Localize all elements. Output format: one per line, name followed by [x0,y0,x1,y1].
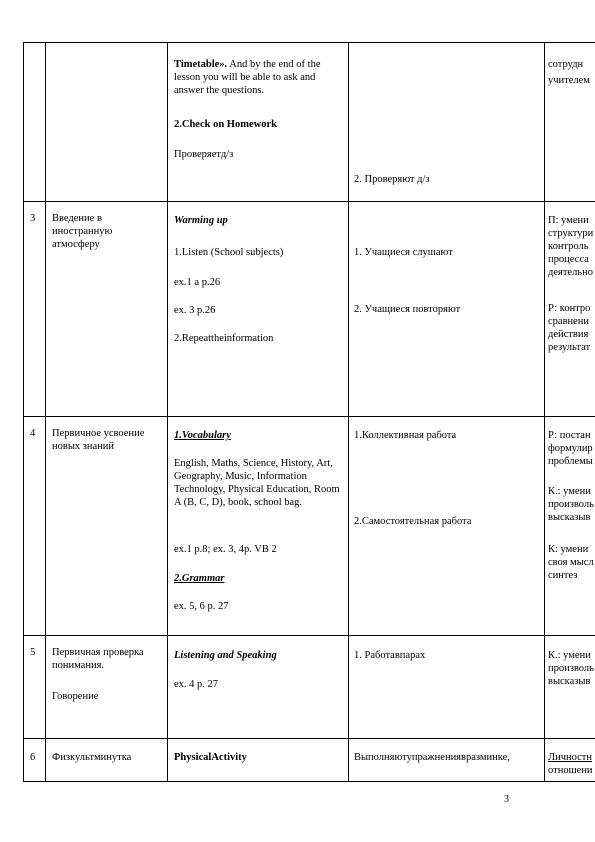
cell-student-activity [349,636,545,739]
grammar-label: 2.Grammar [174,573,225,584]
cell-competences [545,202,595,417]
cell-number: 4 [24,417,46,636]
student-activity-text: 1. Работавпарах [354,650,426,661]
table-row [24,636,595,739]
teacher-line: ex.1 a p.26 [174,277,221,288]
table-row [24,417,595,636]
competence-line: Р: постан [548,430,591,441]
cell-competences [545,739,595,782]
student-activity-text: 2. Учащиеся повторяют [354,304,461,315]
cell-teacher-activity [168,43,349,202]
vocabulary-list: English, Maths, Science, History, Art, Geography, Music, Information Technology, Physical Education, Room A (B, C, D), book, school bag. [174,458,340,508]
competence-line: результат [548,342,591,353]
physical-activity-label: PhysicalActivity [174,752,247,763]
cell-number: 3 [24,202,46,417]
competence-line: сравнени [548,316,590,327]
check-homework-text: Проверяетд/з [174,149,234,160]
cell-number [24,43,46,202]
cell-stage [46,739,168,782]
cell-competences [545,43,595,202]
competence-line: П: умени [548,215,589,226]
lesson-plan-table [23,42,595,782]
cell-stage [46,202,168,417]
student-activity-text: 2.Самостоятельная работа [354,516,472,527]
teacher-line: 1.Listen (School subjects) [174,247,284,258]
cell-number: 5 [24,636,46,739]
teacher-line: ex.1 p.8; ex. 3, 4p. VB 2 [174,544,277,555]
competence-line: деятельно [548,267,593,278]
cell-teacher-activity [168,636,349,739]
stage-text: Говорение [52,691,99,702]
intro-text: And by the end of the lesson you will be able to ask and answer the questions. [174,59,321,96]
competence-line: Личностн [548,752,593,763]
cell-stage [46,636,168,739]
competence-line: Р: контро [548,303,591,314]
competence-line: контроль [548,241,589,252]
student-activity-text: 1. Учащиеся слушают [354,247,453,258]
competence-line: проблемы [548,456,593,467]
cell-student-activity [349,417,545,636]
competence-line: формулир [548,443,593,454]
competence-line: процесса [548,254,589,265]
stage-text: Введение в иностранную атмосферу [52,213,113,250]
competence-line: К: умени [548,544,589,555]
stage-text: Первичное усвоение новых знаний [52,428,145,452]
table-row [24,43,595,202]
competence-line: сотрудн [548,59,584,70]
competence-line: произволь [548,499,594,510]
stage-text: Первичная проверка понимания. [52,647,144,671]
competence-line: своя мысл [548,557,594,568]
cell-competences [545,636,595,739]
cell-student-activity [349,43,545,202]
student-activity-text: 2. Проверяют д/з [354,174,430,185]
teacher-line: ex. 5, 6 p. 27 [174,601,229,612]
competence-line: структури [548,228,594,239]
listening-speaking-label: Listening and Speaking [174,650,277,661]
stage-text: Физкультминутка [52,752,132,763]
competence-line: произволь [548,663,594,674]
timetable-bold: Timetable». [174,59,228,70]
cell-competences [545,417,595,636]
cell-number: 6 [24,739,46,782]
teacher-line: 2.Repeattheinformation [174,333,274,344]
competence-line: высказыв [548,676,591,687]
competence-line: К.: умени [548,486,591,497]
cell-student-activity [349,739,545,782]
warming-up-label: Warming up [174,215,228,226]
cell-stage [46,43,168,202]
competence-line: К.: умени [548,650,591,661]
vocabulary-label: 1.Vocabulary [174,430,231,441]
table-row [24,739,595,782]
cell-student-activity [349,202,545,417]
student-activity-text: Выполняютупражнениявразминке, [354,752,510,763]
competence-line: синтез [548,570,578,581]
cell-teacher-activity [168,417,349,636]
competence-line: действия [548,329,589,340]
table-row [24,202,595,417]
competence-line: высказыв [548,512,591,523]
check-homework-label: 2.Check on Homework [174,119,277,130]
teacher-line: ex. 4 p. 27 [174,679,219,690]
teacher-line: ex. 3 p.26 [174,305,216,316]
competence-line: отношени [548,765,593,776]
page-number: 3 [504,794,509,805]
cell-teacher-activity [168,739,349,782]
competence-line: учителем [548,75,590,86]
cell-teacher-activity [168,202,349,417]
cell-stage [46,417,168,636]
student-activity-text: 1.Коллективная работа [354,430,457,441]
